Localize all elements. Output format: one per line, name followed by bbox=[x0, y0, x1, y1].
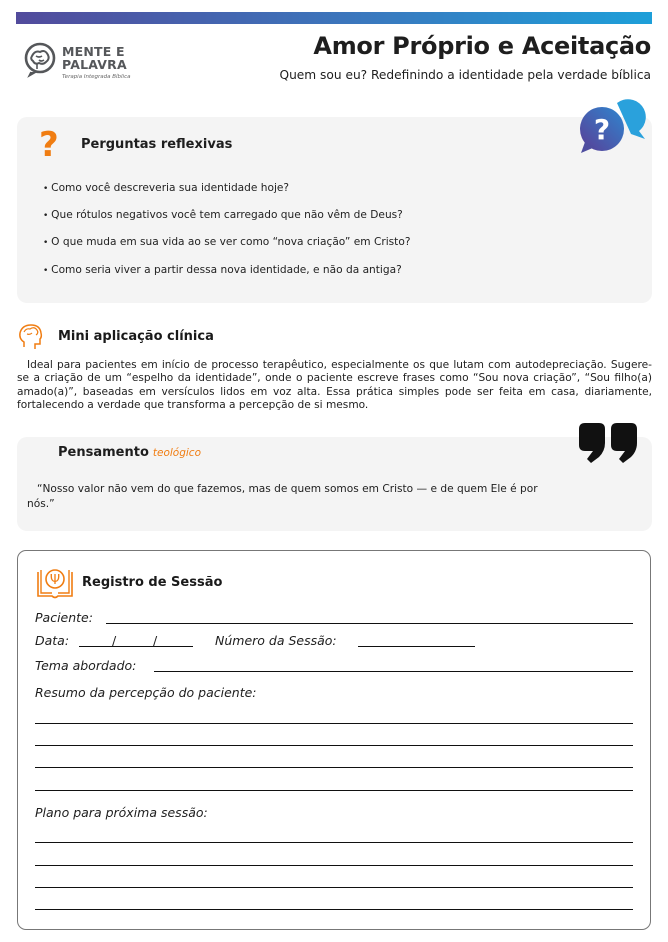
reflective-questions-list bbox=[43, 181, 410, 290]
session-record-form bbox=[17, 550, 651, 930]
summary-line bbox=[35, 790, 633, 791]
date-separator-1: / bbox=[112, 633, 117, 648]
brand-logo bbox=[22, 42, 152, 86]
svg-text:Ψ: Ψ bbox=[49, 573, 61, 588]
summary-line bbox=[35, 745, 633, 746]
date-separator-2: / bbox=[153, 633, 158, 648]
theological-thought-title-accent: teológico bbox=[152, 447, 201, 459]
theological-thought-card bbox=[17, 437, 652, 531]
brand-name-line1: MENTE E bbox=[62, 44, 125, 59]
theological-quote: “Nosso valor não vem do que fazemos, mas de quem somos em Cristo — e de quem Ele é por nós.” bbox=[27, 483, 538, 510]
head-brain-icon bbox=[18, 323, 44, 351]
psychology-book-icon bbox=[35, 566, 75, 600]
brain-head-logo-icon bbox=[22, 42, 58, 78]
next-plan-line bbox=[35, 909, 633, 910]
brand-tagline: Terapia Integrada Bíblica bbox=[62, 74, 131, 80]
session-number-label: Número da Sessão: bbox=[215, 633, 337, 648]
summary-line bbox=[35, 767, 633, 768]
page-title: Amor Próprio e Aceitação bbox=[313, 32, 651, 60]
list-item: • O que muda em sua vida ao se ver como “nova criação” em Cristo? bbox=[43, 235, 410, 262]
patient-label: Paciente: bbox=[35, 610, 93, 625]
next-plan-line bbox=[35, 865, 633, 866]
summary-line bbox=[35, 723, 633, 724]
clinical-application-title: Mini aplicação clínica bbox=[58, 329, 214, 344]
next-plan-label: Plano para próxima sessão: bbox=[35, 805, 208, 820]
next-plan-line bbox=[35, 842, 633, 843]
chat-question-bubbles-icon bbox=[577, 97, 649, 155]
brand-name-line2: PALAVRA bbox=[62, 57, 127, 72]
date-label: Data: bbox=[35, 633, 70, 648]
reflective-questions-card bbox=[17, 117, 652, 303]
reflective-questions-title: Perguntas reflexivas bbox=[81, 137, 233, 152]
session-number-field[interactable] bbox=[358, 646, 475, 647]
theological-thought-title-text: Pensamento bbox=[58, 445, 149, 460]
next-plan-line bbox=[35, 887, 633, 888]
topic-field[interactable] bbox=[154, 671, 633, 672]
list-item: • Como seria viver a partir dessa nova identidade, e não da antiga? bbox=[43, 263, 410, 290]
list-item: • Como você descreveria sua identidade hoje? bbox=[43, 181, 410, 208]
session-record-title: Registro de Sessão bbox=[82, 575, 223, 590]
svg-text:?: ? bbox=[593, 113, 611, 146]
question-mark-icon: ? bbox=[39, 125, 59, 165]
list-item: • Que rótulos negativos você tem carregado que não vêm de Deus? bbox=[43, 208, 410, 235]
date-field[interactable] bbox=[79, 646, 193, 647]
theological-thought-title bbox=[58, 445, 201, 460]
patient-field[interactable] bbox=[106, 623, 633, 624]
quote-marks-icon bbox=[577, 421, 639, 463]
topic-label: Tema abordado: bbox=[35, 658, 137, 673]
brand-name bbox=[62, 45, 127, 71]
header-gradient-bar bbox=[16, 12, 652, 24]
clinical-application-text: Ideal para pacientes em início de processo terapêutico, especialmente os que lutam com autodepreciação. Sugere-se a criação de um “espelho da identidade”, onde o paciente escreve frases como “Sou nova criação”, “Sou filho(a) amado(a)”, baseadas em versículos lidos em voz alta. Essa prática simples pode ser feita em casa, diariamente, fortalecendo a verdade que transforma a percepção de si mesmo. bbox=[17, 359, 652, 411]
summary-label: Resumo da percepção do paciente: bbox=[35, 685, 257, 700]
page-subtitle: Quem sou eu? Redefinindo a identidade pela verdade bíblica bbox=[279, 68, 651, 82]
